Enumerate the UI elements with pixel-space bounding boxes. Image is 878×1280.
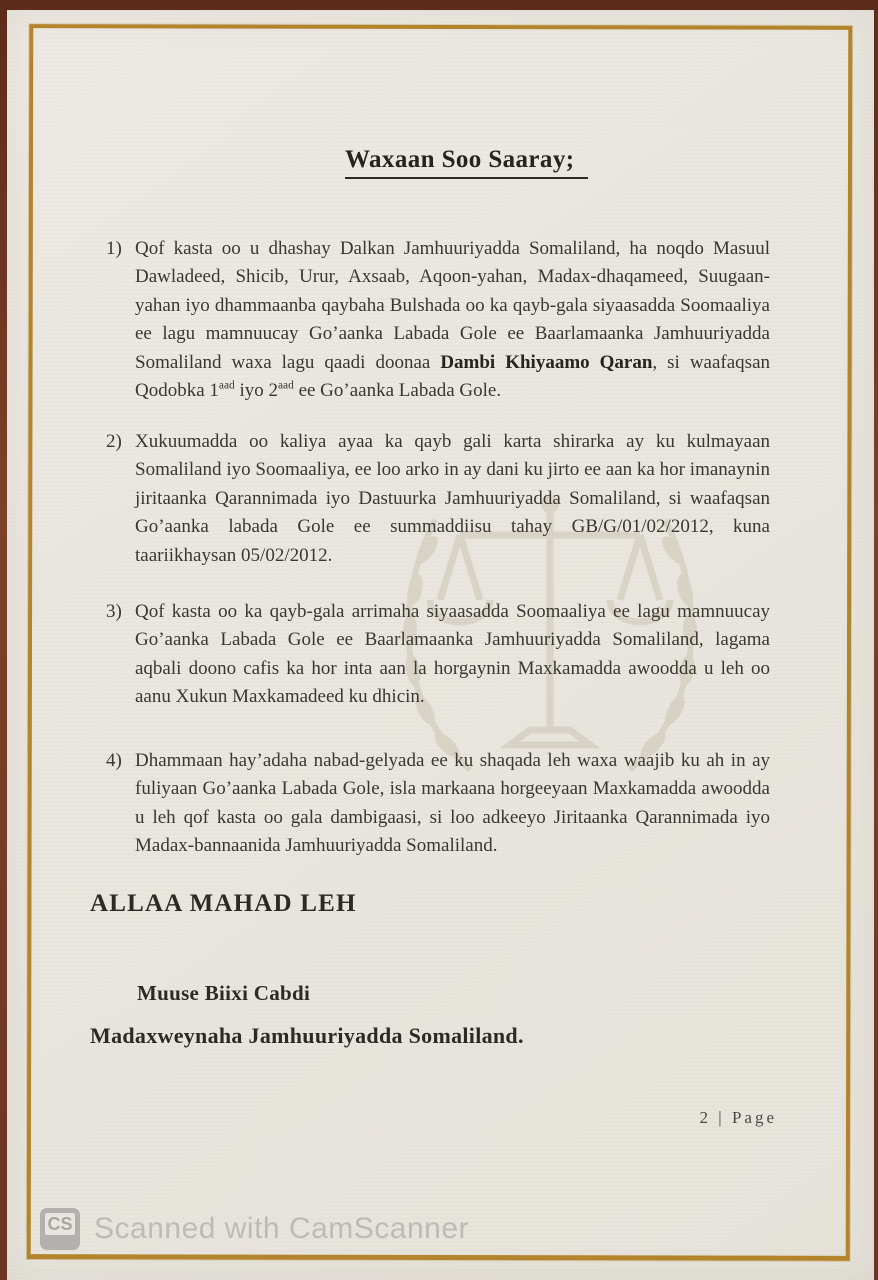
signatory-title: Madaxweynaha Jamhuuriyadda Somaliland.: [90, 1023, 524, 1048]
paragraph-3-number: 3): [106, 601, 122, 622]
document-page: [7, 10, 874, 1280]
signatory-name: Muuse Biixi Cabdi: [137, 981, 311, 1005]
paragraph-4: [100, 747, 770, 861]
paragraph-2-text: Xukuumadda oo kaliya ayaa ka qayb gali karta shirarka ay ku kulmayaan Somaliland iyo Soomaaliya, ee loo arko in ay dani ku jirto ee aan ka hor imanaynin jiritaanka Qarannimada iyo Dastuurka Jamhuuriyadda Somaliland, si waafaqsan Go’aanka labada Gole ee summaddiisu tahay GB/G/01/02/2012, kuna taariikhaysan 05/02/2012.: [135, 431, 770, 566]
paragraph-4-number: 4): [106, 750, 122, 771]
closing-phrase: ALLAA MAHAD LEH: [90, 890, 357, 917]
page-number: 2 | Page: [699, 1108, 777, 1127]
camscanner-watermark-bar: [40, 1206, 469, 1252]
document-title: Waxaan Soo Saaray;: [345, 146, 588, 179]
paragraph-3-text: Qof kasta oo ka qayb-gala arrimaha siyaasadda Soomaaliya ee lagu mamnuucay Go’aanka Labada Gole ee Baarlamaanka Jamhuuriyadda Somaliland, lagama aqbali doono cafis ka hor inta aan la horgaynin Maxkamadda awoodda u leh oo aanu Xukun Maxkamadeed ku dhicin.: [135, 601, 770, 708]
paragraph-2: [100, 428, 770, 570]
paragraph-1-text: Qof kasta oo u dhashay Dalkan Jamhuuriyadda Somaliland, ha noqdo Masuul Dawladeed, Shicib, Urur, Axsaab, Aqoon-yahan, Madax-dhaqameed, Suugaan-yahan iyo dhammaanba qaybaha Bulshada oo ka qayb-gala siyaasadda Soomaaliya ee lagu mamnuucay Go’aanka Labada Gole ee Baarlamaanka Jamhuuriyadda Somaliland waxa lagu qaadi doonaa Dambi Khiyaamo Qaran, si waafaqsan Qodobka $1^{aad}$ iyo $2^{aad}$ ee Go’aanka Labada Gole.: [135, 238, 770, 402]
paragraph-2-number: 2): [106, 431, 122, 452]
paragraph-3: [100, 598, 770, 712]
paragraph-4-text: Dhammaan hay’adaha nabad-gelyada ee ku shaqada leh waxa waajib ku ah in ay fuliyaan Go’aanka Labada Gole, isla markaana horgeeyaan Maxkamadda awoodda u leh qof kasta oo gala dambigaasi, si loo adkeeyo Jiritaanka Qarannimada iyo Madax-bannaanida Jamhuuriyadda Somaliland.: [135, 750, 770, 857]
camscanner-logo-text: CS: [43, 1211, 77, 1237]
camscanner-logo-icon: [40, 1208, 80, 1250]
paragraph-1: [100, 235, 770, 405]
camscanner-label: Scanned with CamScanner: [94, 1212, 470, 1245]
paragraph-1-number: 1): [106, 238, 122, 259]
